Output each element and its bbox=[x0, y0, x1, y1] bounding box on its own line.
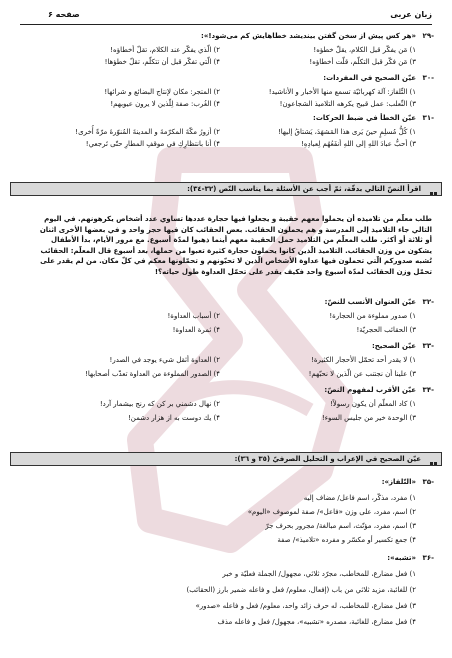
option-1[interactable]: ۱) كاد المعلّم أن يكون رسولاً! bbox=[330, 400, 416, 408]
question-number: -۳۲ bbox=[422, 298, 434, 306]
passage-line: التالي جاء التلاميذ إلى المدرسة و هم يحملون الحقائب. بعض الحقائب كان فيها حجر واحد و في بعضها الأخرى اثنان bbox=[39, 225, 432, 234]
question-34 bbox=[18, 386, 434, 398]
question-word: «تشبه»: bbox=[387, 554, 416, 562]
option-2[interactable]: ۲) نهال دشمني بر كن كه رنج بيشمار آرد! bbox=[99, 400, 220, 408]
question-31 bbox=[18, 114, 434, 126]
option-1[interactable]: ۱) التِّلفاز: آلة كهربائيّة تسمع منها الأخبار و الأناشيد! bbox=[268, 88, 416, 96]
question-text: «هر کس پیش از سخن گفتن بیندیشد خطاهایش کم می‌شود!»: bbox=[201, 32, 416, 40]
question-text: عيّن الصحيح في المفردات: bbox=[323, 74, 416, 82]
option-2[interactable]: ۲) اسم، مفرد، على وزن «فاعل»/ صفة لموصوف «اليوم» bbox=[247, 508, 416, 516]
option-3[interactable]: ۳) الوحدة خير من جليس السوء! bbox=[321, 414, 416, 422]
option-3[interactable]: ۳) مَن فكّر قبل التكلّم، قلّت أخطاؤه! bbox=[309, 58, 416, 66]
section-title: عيّن الصحيح في الإعراب و التحليل الصرفيّ (٣٥ و ٣٦): bbox=[234, 455, 421, 463]
option-2[interactable]: ۲) العداوة أثقل شيء يوجد في الصدر! bbox=[109, 356, 220, 364]
option-3[interactable]: ۳) فعل مضارع، للمخاطب، له حرف زائد واحد، معلوم/ فعل و فاعله «صدور» bbox=[195, 602, 416, 610]
page-number: صفحه ۶ bbox=[48, 10, 80, 19]
option-1[interactable]: ۱) فعل مضارع، للمخاطب، مجرّد ثلاثي، مجهول/ الجملة فعليّة و خبر bbox=[222, 570, 416, 578]
passage-line: يشكون من وزن الحقائب. التلاميذ الّذين كانوا يحملون حجارة كثيرة تعبوا من حملها، بعد أسبوع قال المعلّم: الحقائب bbox=[40, 246, 432, 255]
option-4[interactable]: ۴) فعل مضارع، للغائبة، مصدره «تشبيه»، مجهول/ فعل و فاعله مذف bbox=[217, 618, 416, 626]
passage-line: طلب معلّم من تلاميذه أن يحملوا معهم حقيبة و يجعلوا فيها حجارة عددها تساوي عدد أشخاص يكرهونهم. في اليوم bbox=[44, 215, 432, 223]
page-header bbox=[12, 8, 440, 22]
section-banner-grammar bbox=[10, 452, 442, 466]
question-35 bbox=[18, 478, 434, 490]
section-title: اقرأ النصّ التالي بدقّة، ثمّ أجب عن الأسئلة بما يناسب النّص (٣٢-٣٤): bbox=[187, 185, 421, 193]
question-number: -۳۰ bbox=[422, 74, 434, 82]
question-text: عيّن الأقرب لمفهوم النصّ: bbox=[324, 386, 416, 394]
option-2[interactable]: ۲) أسباب العداوة! bbox=[167, 312, 220, 320]
option-3[interactable]: ۳) علينا أن نجتنب عن الّذين لا نحبّهم! bbox=[308, 370, 416, 378]
passage-line: أو ثلاثة أو أكثر. طلب المعلّم من التلاميذ حمل الحقيبة معهم أينما ذهبوا لمدّة أسبوع. مع مرور الأيام، بدأ الأطفال bbox=[51, 236, 432, 245]
option-2[interactable]: ۲) الّذي يفكّر عند الكلام، تقلّ أخطاؤه! bbox=[110, 46, 220, 54]
passage-line: تُشبه صدوركم الّتي تحملون فيها عداوة الأشخاص الّذين لا تحبّونهم و تحمّلونها معكم في كلّ مكان. من لم يقدر على bbox=[40, 257, 432, 266]
option-4[interactable]: ۴) جمع تكسير أو مكسّر و مفرده «تلاميذ»/ صفة bbox=[277, 536, 416, 544]
option-4[interactable]: ۴) ثمرة العداوة! bbox=[172, 326, 220, 334]
question-text: عيّن العنوان الأنسب للنصّ: bbox=[324, 298, 416, 306]
option-3[interactable]: ۳) الحقائب الحجريّة! bbox=[356, 326, 416, 334]
option-2[interactable]: ۲) للغائبة، مزيد ثلاثي من باب (إفعال، معلوم/ فعل و فاعله ضمير بارز (الحقائب) bbox=[186, 586, 416, 594]
question-33 bbox=[18, 342, 434, 354]
question-text: عيّن الصحيح: bbox=[371, 342, 416, 350]
question-30 bbox=[18, 74, 434, 86]
question-word: «التّلفاز»: bbox=[381, 478, 416, 486]
option-4[interactable]: ۴) الصدور المملوءة من العداوة تعذّب أصحابها! bbox=[85, 370, 220, 378]
option-1[interactable]: ۱) مَن يفكّر قبل الكلام، يقلّ خطؤه! bbox=[313, 46, 416, 54]
option-4[interactable]: ۴) الغُرب: صفة لِلّذين لا يرون عيوبهم! bbox=[110, 100, 220, 108]
question-number: -۳۶ bbox=[422, 554, 434, 562]
option-1[interactable]: ۱) صدور مملوءة من الحجارة! bbox=[329, 312, 416, 320]
option-2[interactable]: ۲) أزورُ مكّةَ المكرّمةَ و المدينةَ المُنوّرةَ مرّةً أُخرى! bbox=[75, 128, 220, 136]
section-banner-reading bbox=[10, 182, 442, 196]
question-36 bbox=[18, 554, 434, 566]
option-1[interactable]: ۱) لا يقدر أحد تحمّل الأحجار الكثيرة! bbox=[311, 356, 416, 364]
option-1[interactable]: ۱) مفرد، مذكّر، اسم فاعل/ مضاف إليه bbox=[303, 494, 416, 502]
option-3[interactable]: ۳) اسم، مفرد، مؤنّث، اسم مبالغة/ مجرور بحرف جرّ bbox=[265, 522, 416, 530]
option-2[interactable]: ۲) المتجر: مكان لإنتاج البضائع و شرائها! bbox=[104, 88, 220, 96]
option-4[interactable]: ۴) الّتي تفكّر قبل أن تتكلّم، تقلّ خطؤها! bbox=[104, 58, 220, 66]
question-number: -۳۵ bbox=[422, 478, 434, 486]
reading-passage bbox=[20, 214, 432, 278]
question-number: -۳۴ bbox=[422, 386, 434, 394]
option-4[interactable]: ۴) أنا بانتظارِكِ في موقفِ المطارِ حتّى تَرجعي! bbox=[85, 140, 220, 148]
option-1[interactable]: ۱) كُلُّ مُسلِمٍ حينَ يَرى هذا المَشهَدَ، يَشتاقُ إليها! bbox=[277, 128, 416, 136]
question-number: -۳۱ bbox=[422, 114, 434, 122]
question-32 bbox=[18, 298, 434, 310]
option-4[interactable]: ۴) يك دوست به از هزار دشمن! bbox=[127, 414, 220, 422]
option-3[interactable]: ۳) أحبُّ عبادَ اللهِ إلى اللهِ أنفَعُهُم لِعبادِهِ! bbox=[300, 140, 416, 148]
passage-line: تحمّل وزن الحقائب لمدّة أسبوع واحد فكيف يقدر على تحمّل العداوة طول حياته؟! bbox=[154, 267, 432, 276]
bullet-squares-icon bbox=[428, 187, 437, 191]
question-number: -۳۳ bbox=[422, 342, 434, 350]
question-text: عيّن الخطأ في ضبط الحركات: bbox=[313, 114, 416, 122]
subject-title: زبان عربی bbox=[390, 10, 432, 19]
option-3[interactable]: ۳) الثّعلب: عمل قبيح يكرهه التلاميذ الشجاعون! bbox=[279, 100, 416, 108]
question-number: -۲۹ bbox=[422, 32, 434, 40]
header-divider bbox=[20, 24, 432, 25]
bullet-squares-icon bbox=[428, 457, 437, 461]
